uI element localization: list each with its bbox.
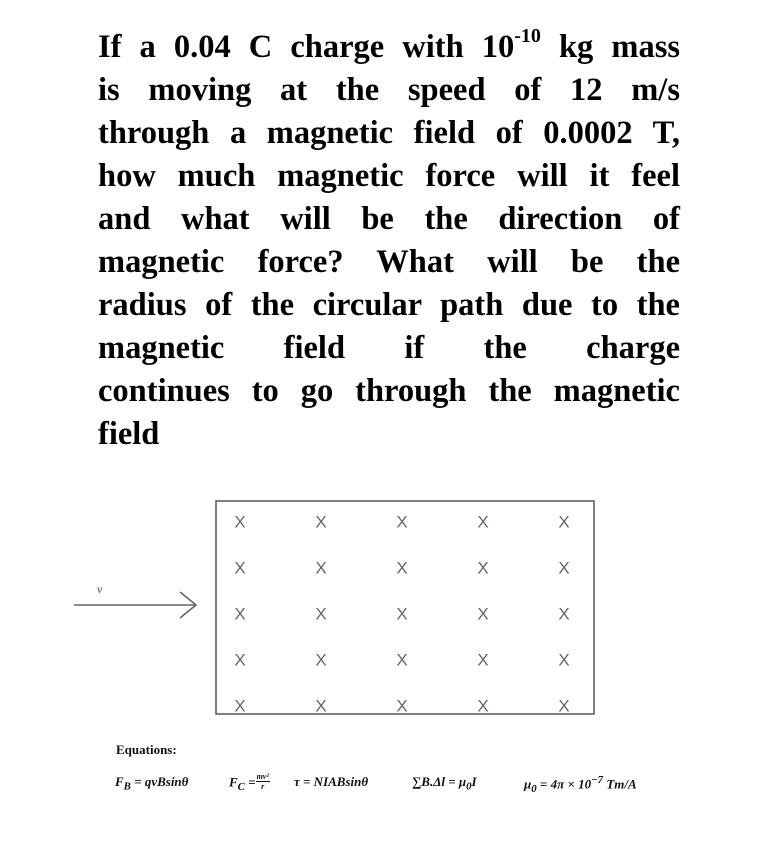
ampere-law-equation: $\sum B.\Delta l = \mu_0I$ — [412, 774, 477, 793]
torque-equation: τ = NIABsinθ — [294, 774, 369, 789]
field-x-mark: X — [234, 512, 246, 532]
velocity-arrow — [74, 592, 196, 618]
question-line-9: continues to go through the magnetic — [98, 373, 680, 409]
centripetal-fraction: $\frac{\text{mv²}}{r}$ — [256, 772, 269, 791]
field-x-mark: X — [477, 604, 489, 624]
field-x-mark: X — [234, 558, 246, 578]
question-line-10: field — [98, 416, 160, 452]
question-line-3: through a magnetic field of 0.0002 T, — [98, 115, 680, 151]
velocity-label: v — [97, 582, 103, 596]
field-x-mark: X — [477, 512, 489, 532]
field-x-mark: X — [396, 512, 408, 532]
field-x-mark: X — [477, 650, 489, 670]
field-x-mark: X — [234, 696, 246, 716]
question-line-1: If a 0.04 C charge with $10^{-10}$ kg mass — [98, 25, 680, 65]
permeability-constant: $\mu_0 = 4\pi \times 10^{-7}$ Tm/A — [524, 774, 637, 795]
field-x-mark: X — [315, 558, 327, 578]
field-x-mark: X — [315, 696, 327, 716]
field-x-mark: X — [315, 650, 327, 670]
question-line-6: magnetic force? What will be the — [98, 244, 680, 280]
magnetic-field-diagram — [0, 490, 761, 730]
field-x-mark: X — [558, 604, 570, 624]
field-x-mark: X — [558, 512, 570, 532]
field-x-mark: X — [558, 558, 570, 578]
magnetic-force-equation: $F_B = qvBsin\theta$ — [115, 774, 189, 793]
field-x-mark: X — [477, 558, 489, 578]
field-x-mark: X — [234, 604, 246, 624]
field-x-mark: X — [477, 696, 489, 716]
centripetal-force-equation: $F_C$ = $\frac{\text{mv²}}{r}$ — [229, 772, 269, 794]
question-line-7: radius of the circular path due to the — [98, 287, 680, 323]
field-x-mark: X — [315, 604, 327, 624]
question-line-4: how much magnetic force will it feel — [98, 158, 680, 194]
equations-title: Equations: — [116, 742, 177, 757]
field-x-mark: X — [234, 650, 246, 670]
magnetic-field-figure — [0, 490, 761, 730]
question-text — [98, 26, 680, 456]
question-line-5: and what will be the direction of — [98, 201, 680, 237]
field-x-mark: X — [315, 512, 327, 532]
question-line-8: magnetic field if the charge — [98, 330, 680, 366]
field-x-mark: X — [558, 650, 570, 670]
question-line-2: is moving at the speed of 12 m/s — [98, 72, 680, 108]
field-x-mark: X — [396, 604, 408, 624]
field-into-page-marks — [234, 512, 569, 715]
field-x-mark: X — [396, 696, 408, 716]
field-x-mark: X — [396, 650, 408, 670]
field-x-mark: X — [396, 558, 408, 578]
field-x-mark: X — [558, 696, 570, 716]
